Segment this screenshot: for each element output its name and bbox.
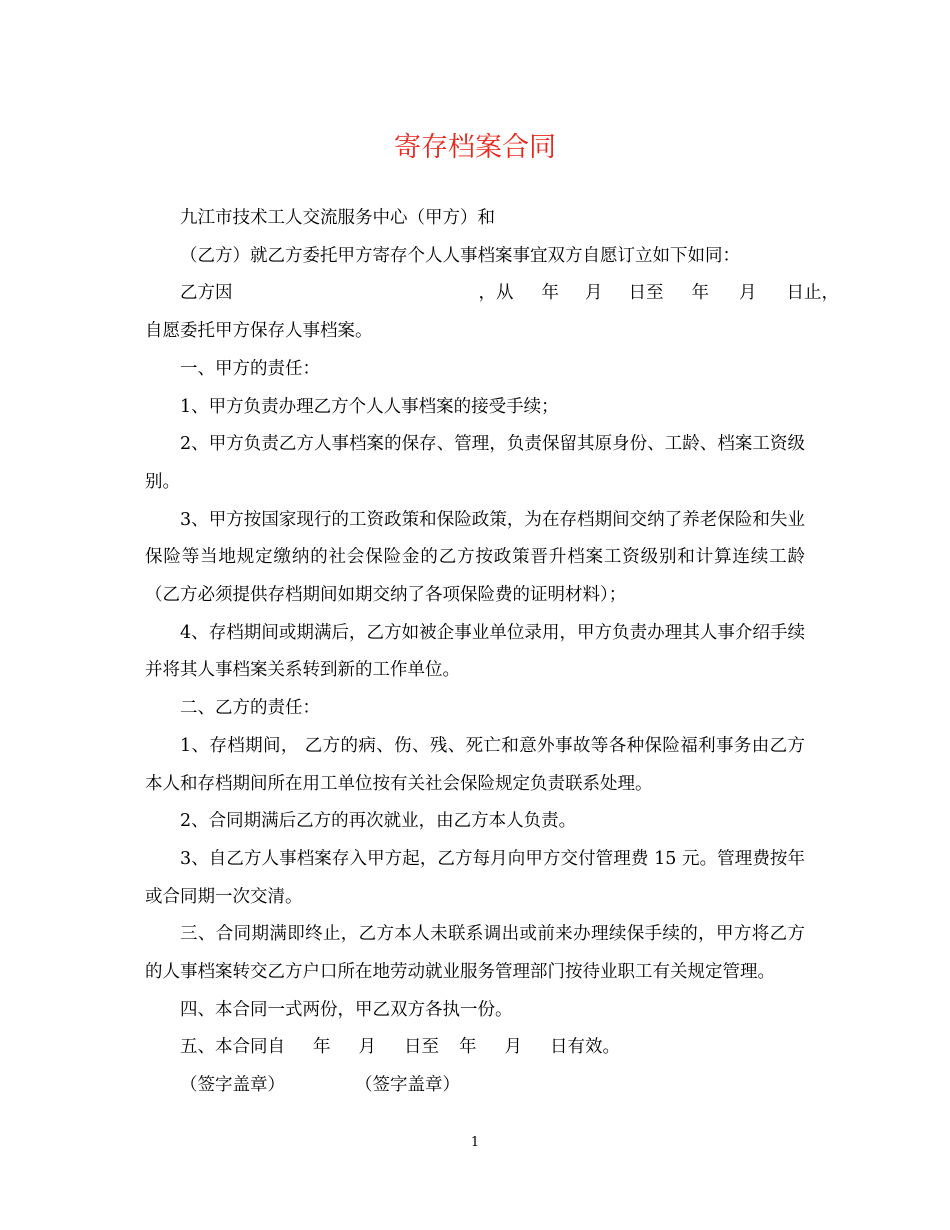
document-title: 寄存档案合同	[394, 132, 556, 163]
section-5	[145, 1029, 805, 1067]
validity-year2: 年	[459, 1037, 477, 1058]
paragraph-party-a: 九江市技术工人交流服务中心（甲方）和	[180, 208, 495, 228]
validity-day-to: 日至	[404, 1037, 439, 1058]
period-year1: 年	[541, 283, 559, 304]
period-month1: 月	[585, 283, 603, 304]
item-2-1: 1、存档期间， 乙方的病、伤、残、死亡和意外事故等各种保险福利事务由乙方本人和存档期间所在用工单位按有关社会保险规定负责联系处理。	[145, 735, 805, 794]
page-number: 1	[470, 1135, 480, 1150]
section-3: 三、合同期满即终止，乙方本人未联系调出或前来办理续保手续的，甲方将乙方的人事档案转交乙方户口所在地劳动就业服务管理部门按待业职工有关规定管理。	[145, 924, 805, 983]
item-1-2: 2、甲方负责乙方人事档案的保存、管理，负责保留其原身份、工龄、档案工资级别。	[145, 434, 805, 492]
item-1-4: 4、存档期间或期满后，乙方如被企事业单位录用，甲方负责办理其人事介绍手续并将其人事档案关系转到新的工作单位。	[145, 622, 805, 681]
paragraph-party-b: （乙方）就乙方委托甲方寄存个人人事档案事宜双方自愿订立如下如同：	[180, 245, 740, 266]
paragraph-period	[145, 275, 839, 313]
validity-year1: 年	[313, 1037, 331, 1058]
period-lead: 乙方因	[180, 283, 233, 304]
section-1-heading: 一、甲方的责任：	[180, 358, 320, 379]
section-2-heading: 二、乙方的责任：	[180, 698, 320, 719]
signature-line	[145, 1067, 805, 1105]
validity-lead: 五、本合同自	[180, 1037, 285, 1058]
period-from: ，从	[478, 283, 514, 304]
validity-month2: 月	[504, 1037, 522, 1058]
document-body	[145, 200, 839, 1105]
paragraph-period-line2: 自愿委托甲方保存人事档案。	[145, 321, 373, 342]
period-day-end: 日止，	[786, 283, 839, 304]
item-2-2: 2、合同期满后乙方的再次就业，由乙方本人负责。	[180, 811, 577, 832]
item-2-3: 3、自乙方人事档案存入甲方起，乙方每月向甲方交付管理费 15 元。管理费按年或合同期一次交清。	[145, 848, 805, 907]
validity-day-end: 日有效。	[550, 1037, 620, 1058]
signature-party-a: （签字盖章）	[180, 1075, 285, 1096]
section-4: 四、本合同一式两份，甲乙双方各执一份。	[180, 999, 513, 1020]
item-1-3: 3、甲方按国家现行的工资政策和保险政策，为在存档期间交纳了养老保险和失业保险等当地规定缴纳的社会保险金的乙方按政策晋升档案工资级别和计算连续工龄（乙方必须提供存档期间如期交纳了各项保险费的证明材料）；	[145, 509, 805, 606]
period-year2: 年	[691, 283, 709, 304]
item-1-1: 1、甲方负责办理乙方个人人事档案的接受手续；	[180, 396, 559, 417]
period-day-to: 日至	[628, 283, 664, 304]
signature-party-b: （签字盖章）	[355, 1075, 460, 1096]
period-month2: 月	[739, 283, 757, 304]
validity-month1: 月	[358, 1037, 376, 1058]
